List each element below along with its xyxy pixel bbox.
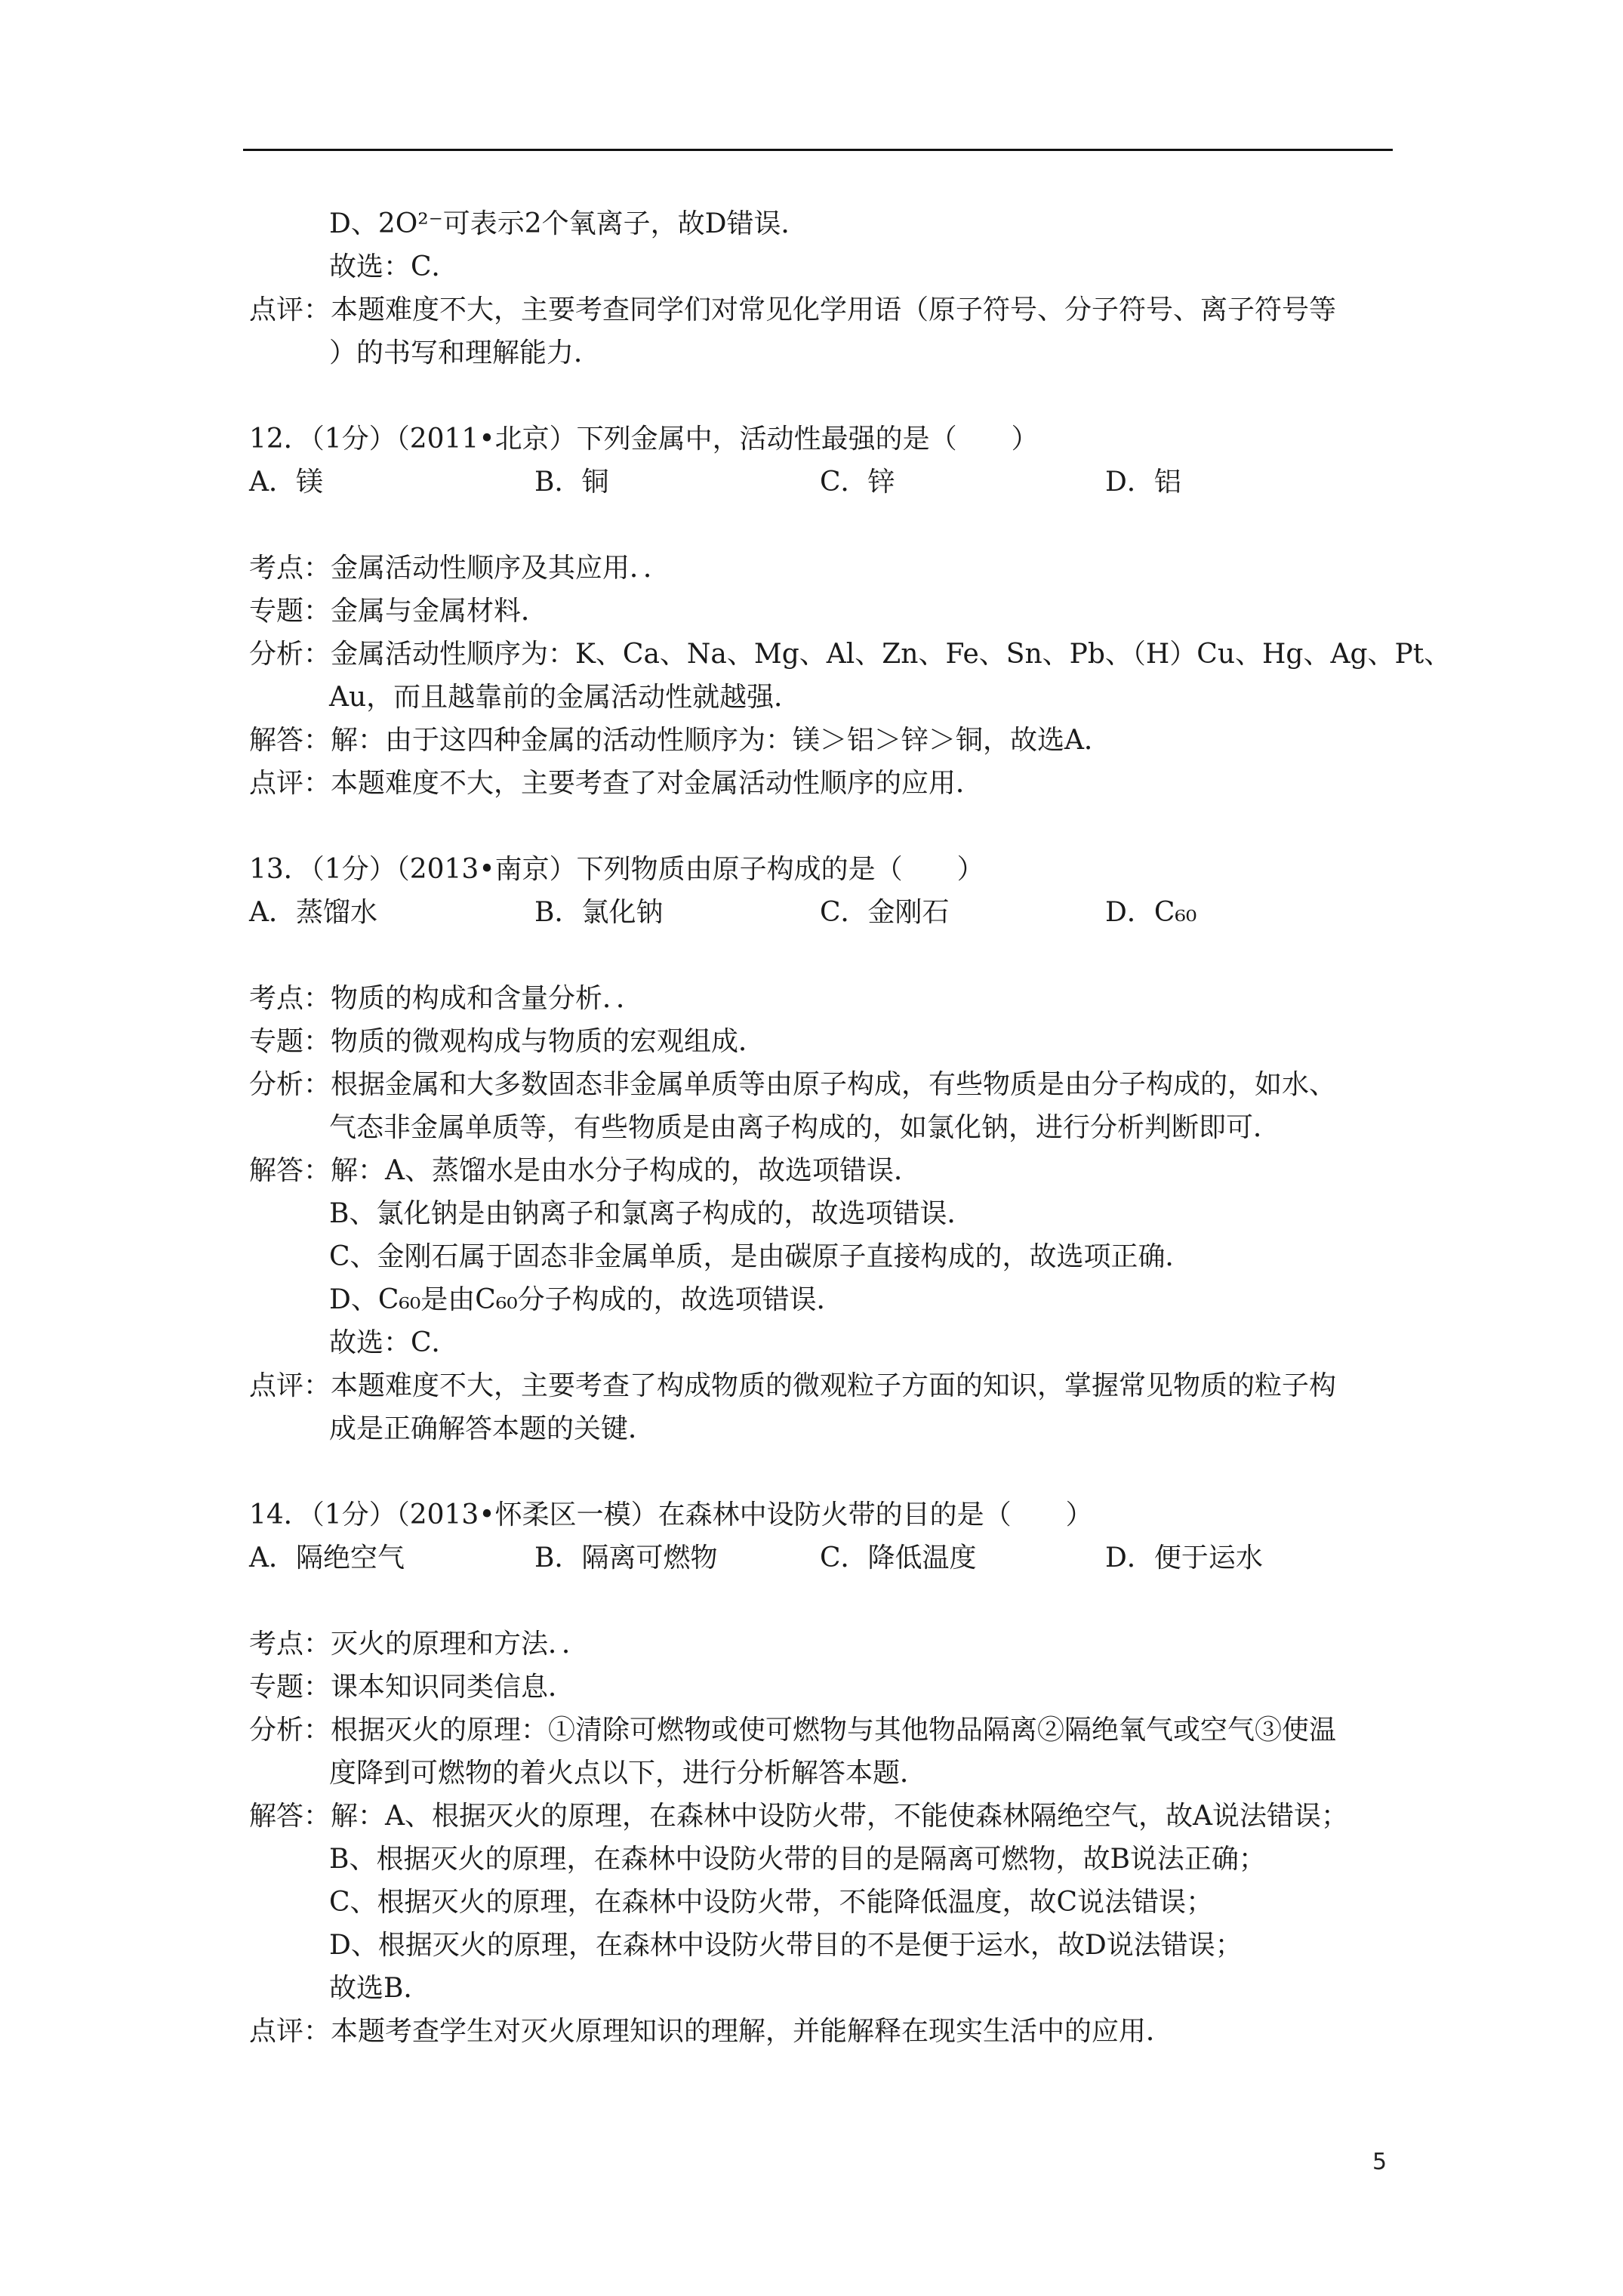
- q13-fenxi-line2: 气态非金属单质等，有些物质是由离子构成的，如氯化钠，进行分析判断即可．: [329, 1112, 1281, 1143]
- q13-jieda-line1: 解答：解：A、蒸馏水是由水分子构成的，故选项错误．: [249, 1155, 921, 1186]
- q14-jieda-line5: 故选B．: [329, 1973, 431, 2004]
- q13-dianping-line2: 成是正确解答本题的关键．: [329, 1413, 656, 1444]
- q12-fenxi-line2: Au，而且越靠前的金属活动性就越强．: [329, 682, 802, 713]
- q12-jieda: 解答：解：由于这四种金属的活动性顺序为：镁＞铝＞锌＞铜，故选A．: [249, 725, 1111, 756]
- q14-stem: 14．（1分）（2013•怀柔区一模）在森林中设防火带的目的是（ ）: [249, 1499, 1093, 1530]
- q12-option-c: C．锌: [820, 467, 895, 498]
- q14-option-a: A．隔绝空气: [249, 1542, 405, 1573]
- header-rule: [243, 149, 1393, 151]
- q11-analysis-d: D、2O²⁻可表示2个氧离子，故D错误．: [329, 208, 808, 239]
- q13-jieda-line4: D、C₆₀是由C₆₀分子构成的，故选项错误．: [329, 1284, 844, 1315]
- q13-option-d: D．C₆₀: [1105, 897, 1197, 928]
- q13-fenxi-line1: 分析：根据金属和大多数固态非金属单质等由原子构成，有些物质是由分子构成的，如水、: [249, 1069, 1337, 1100]
- q13-options: [249, 891, 1397, 934]
- q14-jieda-line2: B、根据灭火的原理，在森林中设防火带的目的是隔离可燃物，故B说法正确；: [329, 1844, 1266, 1875]
- q11-comment-line1: 点评：本题难度不大，主要考查同学们对常见化学用语（原子符号、分子符号、离子符号等: [249, 294, 1337, 325]
- q12-fenxi-line1: 分析：金属活动性顺序为：K、Ca、Na、Mg、Al、Zn、Fe、Sn、Pb、（H）Cu、Hg、Ag、Pt、: [249, 639, 1452, 670]
- q13-option-a: A．蒸馏水: [249, 897, 377, 928]
- q13-jieda-line5: 故选：C．: [329, 1327, 459, 1358]
- q14-options: [249, 1536, 1397, 1579]
- q14-dianping: 点评：本题考查学生对灭火原理知识的理解，并能解释在现实生活中的应用．: [249, 2016, 1174, 2047]
- page-number: 5: [1372, 2149, 1387, 2175]
- q14-jieda-line4: D、根据灭火的原理，在森林中设防火带目的不是便于运水，故D说法错误；: [329, 1930, 1243, 1961]
- q14-kaodian: 考点：灭火的原理和方法．．: [249, 1629, 590, 1660]
- q14-option-b: B．隔离可燃物: [534, 1542, 718, 1573]
- q13-option-c: C．金刚石: [820, 897, 950, 928]
- q12-options: [249, 461, 1397, 504]
- q12-option-a: A．镁: [249, 467, 323, 498]
- q12-stem: 12．（1分）（2011•北京）下列金属中，活动性最强的是（ ）: [249, 424, 1039, 455]
- q11-comment-line2: ）的书写和理解能力．: [329, 337, 602, 368]
- q12-dianping: 点评：本题难度不大，主要考查了对金属活动性顺序的应用．: [249, 768, 984, 799]
- q12-zhuanti: 专题：金属与金属材料．: [249, 596, 549, 627]
- q14-fenxi-line1: 分析：根据灭火的原理：①清除可燃物或使可燃物与其他物品隔离②隔绝氧气或空气③使温: [249, 1715, 1337, 1746]
- q12-option-d: D．铝: [1105, 467, 1181, 498]
- page-content: [249, 202, 1452, 2053]
- q12-option-b: B．铜: [534, 467, 609, 498]
- q13-stem: 13．（1分）（2013•南京）下列物质由原子构成的是（ ）: [249, 854, 984, 885]
- q11-answer: 故选：C．: [329, 251, 459, 282]
- q14-zhuanti: 专题：课本知识同类信息．: [249, 1672, 576, 1703]
- q13-option-b: B．氯化钠: [534, 897, 664, 928]
- q13-dianping-line1: 点评：本题难度不大，主要考查了构成物质的微观粒子方面的知识，掌握常见物质的粒子构: [249, 1370, 1337, 1401]
- q14-option-c: C．降低温度: [820, 1542, 977, 1573]
- q14-option-d: D．便于运水: [1105, 1542, 1263, 1573]
- q14-jieda-line3: C、根据灭火的原理，在森林中设防火带，不能降低温度，故C说法错误；: [329, 1887, 1214, 1918]
- q13-jieda-line2: B、氯化钠是由钠离子和氯离子构成的，故选项错误．: [329, 1198, 975, 1229]
- q13-jieda-line3: C、金刚石属于固态非金属单质，是由碳原子直接构成的，故选项正确．: [329, 1241, 1193, 1272]
- q14-fenxi-line2: 度降到可燃物的着火点以下，进行分析解答本题．: [329, 1758, 928, 1789]
- q12-kaodian: 考点：金属活动性顺序及其应用．．: [249, 553, 671, 584]
- q13-zhuanti: 专题：物质的微观构成与物质的宏观组成．: [249, 1026, 766, 1057]
- q13-kaodian: 考点：物质的构成和含量分析．．: [249, 983, 644, 1014]
- q14-jieda-line1: 解答：解：A、根据灭火的原理，在森林中设防火带，不能使森林隔绝空气，故A说法错误；: [249, 1801, 1348, 1832]
